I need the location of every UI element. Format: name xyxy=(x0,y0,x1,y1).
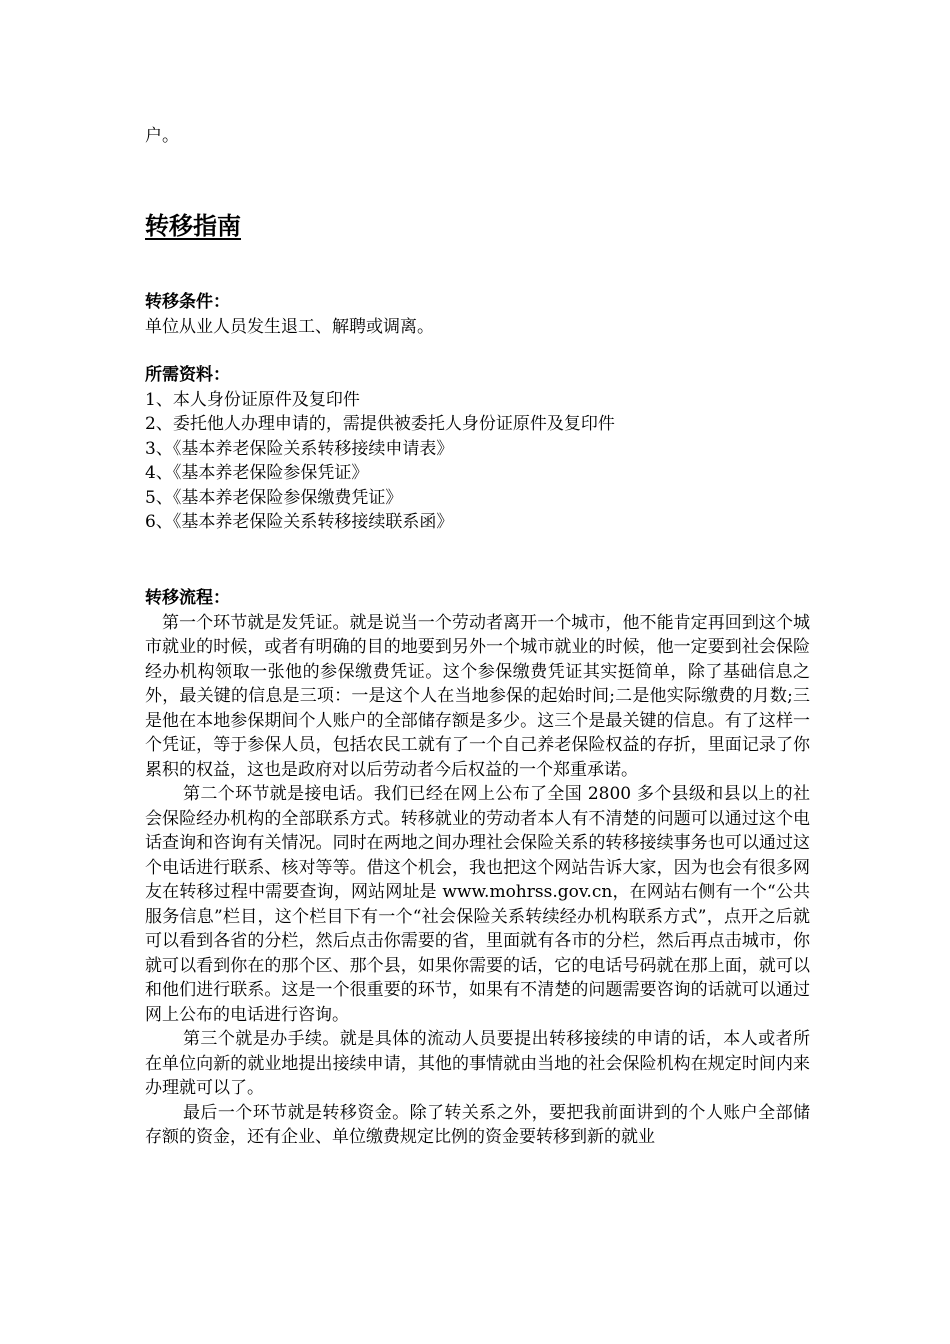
list-item: 3、《基本养老保险关系转移接续申请表》 xyxy=(145,438,454,459)
list-item: 1、本人身份证原件及复印件 xyxy=(145,389,360,410)
list-item: 6、《基本养老保险关系转移接续联系函》 xyxy=(145,512,454,532)
conditions-text: 单位从业人员发生退工、解聘或调离。 xyxy=(145,316,434,337)
page-title: 转移指南 xyxy=(145,211,241,240)
list-item: 4、《基本养老保险参保凭证》 xyxy=(145,463,369,483)
continuation-text: 户。 xyxy=(145,126,179,146)
materials-section xyxy=(145,363,615,535)
conditions-heading: 转移条件： xyxy=(145,292,230,312)
process-paragraph-2: 第二个环节就是接电话。我们已经在网上公布了全国 2800 多个县级和县以上的社会保险经办机构的全部联系方式。转移就业的劳动者本人有不清楚的问题可以通过这个电话查询和咨询有关情况。同时在两地之间办理社会保险关系的转移接续事务也可以通过这个电话进行联系、核对等等。借这个机会，我也把这个网站告诉大家，因为也会有很多网友在转移过程中需要查询，网站网址是 www.mohrss.gov.cn，在网站右侧有一个“公共服务信息”栏目，这个栏目下有一个“社会保险关系转续经办机构联系方式”，点开之后就可以看到各省的分栏，然后点击你需要的省，里面就有各市的分栏，然后再点击城市，你就可以看到你在的那个区、那个县，如果你需要的话，它的电话号码就在那上面，就可以和他们进行联系。这是一个很重要的环节，如果有不清楚的问题需要咨询的话就可以通过网上公布的电话进行咨询。 xyxy=(145,784,810,1025)
materials-heading: 所需资料： xyxy=(145,365,230,385)
process-heading: 转移流程： xyxy=(145,588,230,608)
conditions-section xyxy=(145,290,434,339)
process-section xyxy=(145,586,810,1150)
list-item: 2、委托他人办理申请的，需提供被委托人身份证原件及复印件 xyxy=(145,414,615,434)
process-paragraph-4: 最后一个环节就是转移资金。除了转关系之外，要把我前面讲到的个人账户全部储存额的资金，还有企业、单位缴费规定比例的资金要转移到新的就业 xyxy=(145,1102,810,1147)
process-paragraph-1: 第一个环节就是发凭证。就是说当一个劳动者离开一个城市，他不能肯定再回到这个城市就业的时候，或者有明确的目的地要到另外一个城市就业的时候，他一定要到社会保险经办机构领取一张他的参保缴费凭证。这个参保缴费凭证其实挺简单，除了基础信息之外，最关键的信息是三项：一是这个人在当地参保的起始时间;二是他实际缴费的月数;三是他在本地参保期间个人账户的全部储存额是多少。这三个是最关键的信息。有了这样一个凭证，等于参保人员，包括农民工就有了一个自己养老保险权益的存折，里面记录了你累积的权益，这也是政府对以后劳动者今后权益的一个郑重承诺。 xyxy=(145,612,810,780)
list-item: 5、《基本养老保险参保缴费凭证》 xyxy=(145,487,403,508)
process-paragraph-3: 第三个就是办手续。就是具体的流动人员要提出转移接续的申请的话，本人或者所在单位向新的就业地提出接续申请，其他的事情就由当地的社会保险机构在规定时间内来办理就可以了。 xyxy=(145,1029,810,1098)
